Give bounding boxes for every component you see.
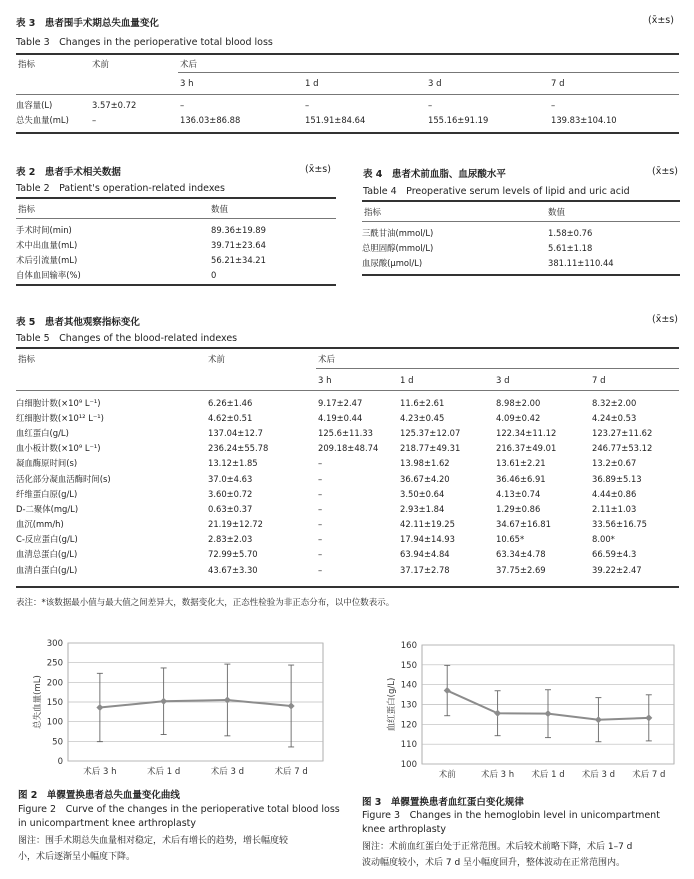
table2-title-cn: 表 2 患者手术相关数据 <box>16 167 121 178</box>
figure2-caption-en-1: Figure 2 Curve of the changes in the perioperative total blood loss <box>18 804 340 815</box>
figure2-caption-cn: 图 2 单髁置换患者总失血量变化曲线 <box>18 790 180 801</box>
table2-stat-note: (x̄±s) <box>305 164 331 175</box>
data-point <box>444 687 451 694</box>
table-row <box>16 112 679 127</box>
table5-title-en: Table 5 Changes of the blood-related indexes <box>16 333 238 344</box>
data-point <box>645 714 652 721</box>
x-tick-label: 术后 1 d <box>147 767 181 777</box>
table3-title-en: Table 3 Changes in the perioperative total blood loss <box>16 37 273 48</box>
cell: 8.00* <box>592 534 615 545</box>
figure2-note-2: 小，术后逐渐呈小幅度下降。 <box>18 852 136 862</box>
table3-sub-col: 3 h <box>180 79 194 89</box>
y-tick-label: 300 <box>46 639 63 649</box>
data-point <box>224 696 231 703</box>
x-tick-label: 术后 3 d <box>210 767 244 777</box>
table5-sub-col: 1 d <box>400 376 414 386</box>
cell: 39.22±2.47 <box>592 564 642 575</box>
row-label: 血尿酸(μmol/L) <box>362 257 423 268</box>
table5-sub-col: 3 d <box>496 376 510 386</box>
row-label: 自体血回输率(%) <box>16 270 81 281</box>
figure2-chart <box>14 634 334 792</box>
data-point <box>595 716 602 723</box>
row-label: 血容量(L) <box>16 99 53 110</box>
row-label: 血沉(mm/h) <box>16 519 64 530</box>
table3-bottom-rule <box>16 132 679 134</box>
x-tick-label: 术后 7 d <box>274 767 308 777</box>
data-point <box>494 710 501 717</box>
figure3-chart <box>362 634 682 794</box>
cell: 34.67±16.81 <box>496 519 551 530</box>
y-tick-label: 0 <box>57 757 63 767</box>
cell: – <box>305 99 310 110</box>
cell: 6.26±1.46 <box>208 397 253 408</box>
table5-col-index: 指标 <box>18 355 36 365</box>
cell: – <box>180 99 185 110</box>
cell: 11.6±2.61 <box>400 397 445 408</box>
cell: 246.77±53.12 <box>592 443 653 454</box>
table4-title-en: Table 4 Preoperative serum levels of lipid and uric acid <box>363 186 630 197</box>
cell: 36.46±6.91 <box>496 473 546 484</box>
cell: – <box>92 114 97 125</box>
cell: 125.6±11.33 <box>318 427 373 438</box>
table-row <box>362 225 680 240</box>
table-row <box>16 441 679 456</box>
y-tick-label: 250 <box>46 658 63 669</box>
cell: 3.57±0.72 <box>92 99 137 110</box>
table-row <box>362 240 680 255</box>
cell: 13.2±0.67 <box>592 458 637 469</box>
table4-title-cn: 表 4 患者术前血脂、血尿酸水平 <box>363 169 506 180</box>
table3-col-index: 指标 <box>18 60 36 70</box>
cell: – <box>428 99 433 110</box>
table-row <box>16 395 679 410</box>
table4-bottom-rule <box>362 274 680 276</box>
table2-col-value: 数值 <box>211 205 229 215</box>
table3-sub-rule <box>178 72 679 73</box>
cell: – <box>551 99 556 110</box>
row-label: 总胆固醇(mmol/L) <box>362 242 434 253</box>
cell: 63.34±4.78 <box>496 549 546 560</box>
figure3-note-1: 图注：术前血红蛋白处于正常范围。术后较术前略下降，术后 1–7 d <box>362 842 633 852</box>
table-row <box>362 255 680 270</box>
table5-title-cn: 表 5 患者其他观察指标变化 <box>16 317 140 328</box>
cell: – <box>318 473 323 484</box>
table-row <box>16 97 679 112</box>
data-point <box>545 710 552 717</box>
cell: 236.24±55.78 <box>208 443 269 454</box>
cell: 216.37±49.01 <box>496 443 557 454</box>
cell: 123.27±11.62 <box>592 427 653 438</box>
table-row <box>16 268 336 283</box>
row-label: 血清总蛋白(g/L) <box>16 549 78 560</box>
y-tick-label: 110 <box>400 740 417 751</box>
cell: 0 <box>211 270 217 281</box>
cell: 56.21±34.21 <box>211 254 266 265</box>
table4-body <box>362 225 680 271</box>
cell: – <box>318 519 323 530</box>
table3-col-pre: 术前 <box>92 60 110 70</box>
cell: 8.32±2.00 <box>592 397 637 408</box>
cell: 122.34±11.12 <box>496 427 557 438</box>
cell: 42.11±19.25 <box>400 519 455 530</box>
y-tick-label: 200 <box>46 678 63 689</box>
cell: – <box>318 534 323 545</box>
cell: 3.50±0.64 <box>400 488 445 499</box>
y-axis-label: 总失血量(mL) <box>33 675 43 729</box>
table-row <box>16 532 679 547</box>
table3-top-rule <box>16 53 679 55</box>
table-row <box>16 547 679 562</box>
cell: 4.09±0.42 <box>496 412 541 423</box>
table4-top-rule <box>362 200 680 202</box>
cell: 39.71±23.64 <box>211 239 266 250</box>
cell: 218.77±49.31 <box>400 443 461 454</box>
cell: 209.18±48.74 <box>318 443 379 454</box>
table5-top-rule <box>16 347 679 349</box>
figure3-caption-cn: 图 3 单髁置换患者血红蛋白变化规律 <box>362 797 524 808</box>
cell: 137.04±12.7 <box>208 427 263 438</box>
table-row <box>16 222 336 237</box>
table5-stat-note: (x̄±s) <box>652 314 678 325</box>
cell: 2.83±2.03 <box>208 534 253 545</box>
data-point <box>160 698 167 705</box>
table5-body <box>16 395 679 577</box>
table-row <box>16 562 679 577</box>
row-label: 红细胞计数(×10¹² L⁻¹) <box>16 412 104 423</box>
table3-sub-col: 3 d <box>428 79 442 89</box>
table5-sub-col: 3 h <box>318 376 332 386</box>
cell: 8.98±2.00 <box>496 397 541 408</box>
row-label: 手术时间(min) <box>16 224 72 235</box>
table2-body <box>16 222 336 283</box>
table-row <box>16 471 679 486</box>
row-label: 术后引流量(mL) <box>16 254 78 265</box>
cell: 4.62±0.51 <box>208 412 253 423</box>
row-label: 血清白蛋白(g/L) <box>16 564 78 575</box>
row-label: D-二聚体(mg/L) <box>16 503 79 514</box>
x-tick-label: 术前 <box>438 770 456 780</box>
table5-footnote: 表注：*该数据最小值与最大值之间差异大，数据变化大，正态性检验为非正态分布，以中位数表示。 <box>16 598 395 608</box>
figure2-note-1: 图注：围手术期总失血量相对稳定，术后有增长的趋势，增长幅度较 <box>18 836 289 846</box>
table5-sub-col: 7 d <box>592 376 606 386</box>
cell: 33.56±16.75 <box>592 519 647 530</box>
table4-col-index: 指标 <box>364 208 382 218</box>
row-label: 三酰甘油(mmol/L) <box>362 227 434 238</box>
y-tick-label: 140 <box>400 680 417 691</box>
table2-top-rule <box>16 197 336 199</box>
cell: 13.12±1.85 <box>208 458 258 469</box>
cell: 139.83±104.10 <box>551 114 617 125</box>
table3-stat-note: (x̄±s) <box>648 15 674 26</box>
table3-body <box>16 97 679 127</box>
cell: 36.89±5.13 <box>592 473 642 484</box>
table4-stat-note: (x̄±s) <box>652 166 678 177</box>
cell: 125.37±12.07 <box>400 427 461 438</box>
figure2-caption-en-2: in unicompartment knee arthroplasty <box>18 818 196 829</box>
cell: 10.65* <box>496 534 525 545</box>
table3-sub-col: 7 d <box>551 79 565 89</box>
x-tick-label: 术后 3 d <box>581 770 616 780</box>
x-tick-label: 术后 3 h <box>480 770 515 780</box>
table-row <box>16 410 679 425</box>
row-label: 纤维蛋白原(g/L) <box>16 488 78 499</box>
y-tick-label: 130 <box>400 700 417 711</box>
x-tick-label: 术后 3 h <box>83 767 117 777</box>
cell: 4.19±0.44 <box>318 412 363 423</box>
cell: 37.75±2.69 <box>496 564 546 575</box>
table2-title-en: Table 2 Patient's operation-related indexes <box>16 183 225 194</box>
y-tick-label: 150 <box>46 698 63 708</box>
cell: 3.60±0.72 <box>208 488 253 499</box>
row-label: 术中出血量(mL) <box>16 239 78 250</box>
table3-sub-col: 1 d <box>305 79 319 89</box>
cell: – <box>318 503 323 514</box>
y-tick-label: 100 <box>400 760 417 770</box>
cell: 89.36±19.89 <box>211 224 266 235</box>
y-tick-label: 120 <box>400 720 417 731</box>
cell: 13.98±1.62 <box>400 458 450 469</box>
cell: 2.11±1.03 <box>592 503 637 514</box>
cell: 381.11±110.44 <box>548 257 614 268</box>
x-tick-label: 术后 1 d <box>531 770 565 780</box>
row-label: 白细胞计数(×10⁹ L⁻¹) <box>16 397 101 408</box>
cell: 21.19±12.72 <box>208 519 263 530</box>
row-label: 总失血量(mL) <box>16 114 69 125</box>
cell: 4.44±0.86 <box>592 488 637 499</box>
row-label: 活化部分凝血活酶时间(s) <box>16 473 111 484</box>
table5-header-rule <box>16 390 679 391</box>
table-row <box>16 456 679 471</box>
series-line <box>100 700 291 708</box>
table4-header-rule <box>362 221 680 222</box>
table-row <box>16 486 679 501</box>
table-row <box>16 237 336 252</box>
y-tick-label: 160 <box>400 641 417 651</box>
table3-col-post: 术后 <box>180 60 198 70</box>
cell: – <box>318 488 323 499</box>
table2-bottom-rule <box>16 284 336 286</box>
y-axis-label: 血红蛋白(g/L) <box>387 677 397 732</box>
cell: – <box>318 564 323 575</box>
cell: – <box>318 458 323 469</box>
figure3-note-2: 波动幅度较小，术后 7 d 呈小幅度回升，整体波动在正常范围内。 <box>362 858 626 868</box>
table-row <box>16 252 336 267</box>
table5-col-pre: 术前 <box>208 355 226 365</box>
cell: – <box>318 549 323 560</box>
cell: 4.24±0.53 <box>592 412 637 423</box>
cell: 2.93±1.84 <box>400 503 445 514</box>
table5-bottom-rule <box>16 586 679 588</box>
y-tick-label: 150 <box>400 660 417 671</box>
table-row <box>16 501 679 516</box>
cell: 155.16±91.19 <box>428 114 489 125</box>
data-point <box>288 703 295 710</box>
table5-col-post: 术后 <box>318 355 336 365</box>
cell: 37.17±2.78 <box>400 564 450 575</box>
cell: 37.0±4.63 <box>208 473 253 484</box>
x-tick-label: 术后 7 d <box>632 770 666 780</box>
cell: 4.23±0.45 <box>400 412 445 423</box>
table2-col-index: 指标 <box>18 205 36 215</box>
table2-header-rule <box>16 218 336 219</box>
table3-title-cn: 表 3 患者围手术期总失血量变化 <box>16 18 159 29</box>
cell: 66.59±4.3 <box>592 549 637 560</box>
figure3-caption-en-1: Figure 3 Changes in the hemoglobin level in unicompartment <box>362 810 660 821</box>
row-label: 血小板计数(×10⁹ L⁻¹) <box>16 443 101 454</box>
cell: 4.13±0.74 <box>496 488 541 499</box>
cell: 17.94±14.93 <box>400 534 455 545</box>
table-row <box>16 425 679 440</box>
y-tick-label: 50 <box>52 737 63 748</box>
cell: 43.67±3.30 <box>208 564 258 575</box>
data-point <box>96 704 103 711</box>
cell: 5.61±1.18 <box>548 242 593 253</box>
cell: 1.58±0.76 <box>548 227 593 238</box>
figure3-caption-en-2: knee arthroplasty <box>362 824 447 835</box>
cell: 13.61±2.21 <box>496 458 546 469</box>
table-row <box>16 517 679 532</box>
cell: 151.91±84.64 <box>305 114 366 125</box>
cell: 136.03±86.88 <box>180 114 241 125</box>
table4-col-value: 数值 <box>548 208 566 218</box>
row-label: C-反应蛋白(g/L) <box>16 534 78 545</box>
row-label: 血红蛋白(g/L) <box>16 427 69 438</box>
cell: 63.94±4.84 <box>400 549 450 560</box>
cell: 1.29±0.86 <box>496 503 541 514</box>
table3-header-rule <box>16 94 679 95</box>
cell: 0.63±0.37 <box>208 503 253 514</box>
cell: 36.67±4.20 <box>400 473 450 484</box>
cell: 72.99±5.70 <box>208 549 258 560</box>
y-tick-label: 100 <box>46 717 63 728</box>
row-label: 凝血酶原时间(s) <box>16 458 78 469</box>
cell: 9.17±2.47 <box>318 397 363 408</box>
table5-sub-rule <box>316 368 679 369</box>
